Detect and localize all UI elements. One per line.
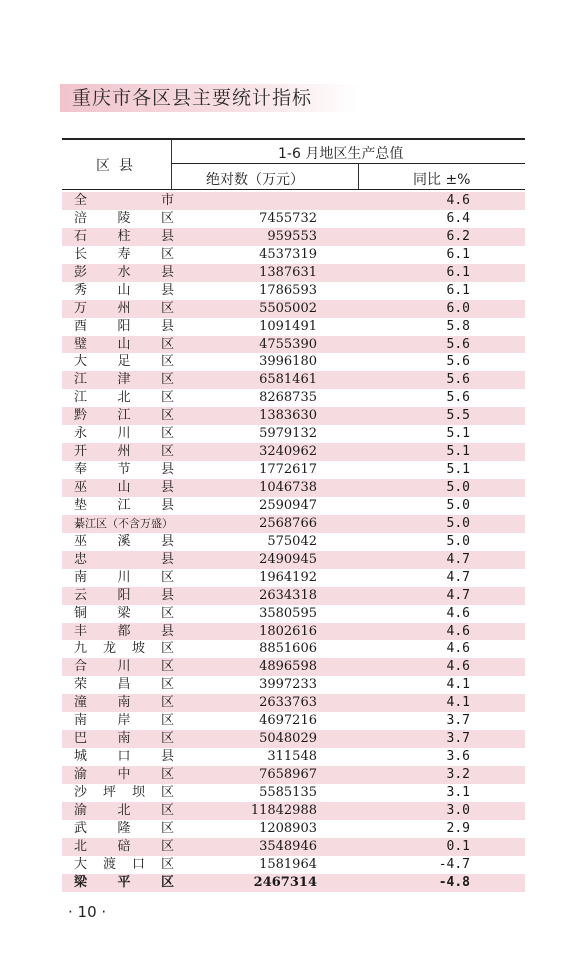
gdp-yoy-value: 4.6	[446, 641, 470, 657]
district-name: 彭 水 县	[74, 264, 174, 280]
gdp-yoy-value: 4.6	[446, 659, 470, 675]
table-row	[62, 533, 525, 551]
gdp-yoy-value: 4.6	[446, 193, 470, 208]
district-name: 忠 县	[74, 551, 174, 567]
table-row	[62, 730, 525, 748]
table-row	[62, 658, 525, 676]
district-name: 大 足 区	[74, 354, 174, 370]
gdp-absolute-value: 1581964	[259, 856, 317, 872]
district-name: 永 川 区	[74, 426, 174, 442]
gdp-yoy-value: 3.2	[446, 767, 470, 782]
gdp-absolute-value: 5979132	[259, 426, 317, 442]
gdp-absolute-value: 5048029	[259, 731, 317, 747]
gdp-absolute-value: 4697216	[259, 713, 317, 729]
table-row	[62, 443, 525, 461]
absolute-header: 绝对数（万元）	[206, 172, 304, 188]
table-row	[62, 264, 525, 282]
gdp-yoy-value: 5.1	[446, 426, 470, 442]
gdp-yoy-value: 6.1	[446, 264, 470, 280]
gdp-absolute-value: 959553	[267, 228, 317, 244]
gdp-absolute-value: 575042	[267, 533, 317, 549]
gdp-absolute-value: 2467314	[253, 874, 317, 890]
gdp-absolute-value: 8268735	[259, 390, 317, 406]
gdp-absolute-value: 7455732	[259, 210, 317, 226]
gdp-absolute-value: 3548946	[259, 838, 317, 854]
gdp-yoy-value: 5.1	[446, 462, 470, 478]
table-row	[62, 640, 525, 658]
gdp-absolute-value: 1046738	[259, 480, 317, 495]
gdp-yoy-value: 3.1	[446, 784, 470, 800]
gdp-absolute-value: 4755390	[259, 336, 317, 352]
yoy-header: 同比 ±%	[413, 172, 471, 188]
gdp-yoy-value: 3.7	[446, 713, 470, 729]
gdp-yoy-value: 4.7	[446, 587, 470, 603]
district-name: 万 州 区	[74, 300, 174, 316]
gdp-yoy-value: 3.6	[446, 749, 470, 765]
gdp-absolute-value: 3996180	[259, 354, 317, 370]
district-name: 渝 北 区	[74, 802, 174, 818]
district-name: 云 阳 县	[74, 587, 174, 603]
district-name: 潼 南 区	[74, 695, 174, 711]
data-table-body	[62, 192, 525, 892]
gdp-yoy-value: -4.8	[438, 874, 470, 890]
table-row	[62, 676, 525, 694]
table-row	[62, 784, 525, 802]
table-row	[62, 497, 525, 515]
gdp-absolute-value: 3240962	[259, 444, 317, 460]
gdp-absolute-value: 11842988	[250, 802, 317, 818]
table-row	[62, 820, 525, 838]
district-name: 南 川 区	[74, 569, 174, 585]
table-row	[62, 874, 525, 892]
gdp-yoy-value: 5.8	[446, 318, 470, 334]
table-row	[62, 371, 525, 389]
table-row	[62, 282, 525, 300]
gdp-absolute-value: 1802616	[259, 623, 317, 639]
district-name: 合 川 区	[74, 659, 174, 675]
gdp-yoy-value: 5.6	[446, 372, 470, 388]
district-name: 璧 山 区	[74, 336, 174, 352]
table-row	[62, 802, 525, 820]
gdp-absolute-value: 1091491	[259, 318, 317, 334]
gdp-absolute-value: 1208903	[259, 820, 317, 836]
district-name: 奉 节 县	[74, 462, 174, 478]
gdp-absolute-value: 1383630	[259, 408, 317, 424]
gdp-absolute-value: 2634318	[259, 587, 317, 603]
gdp-yoy-value: 4.1	[446, 695, 470, 711]
gdp-absolute-value: 1772617	[259, 462, 317, 478]
gdp-absolute-value: 2590947	[259, 497, 317, 513]
district-name: 南 岸 区	[74, 713, 174, 729]
gdp-absolute-value: 1786593	[259, 282, 317, 298]
gdp-absolute-value: 5585135	[259, 784, 317, 800]
table-row	[62, 228, 525, 246]
district-name: 涪 陵 区	[74, 210, 174, 226]
district-name: 大 渡 口 区	[74, 856, 174, 872]
district-name: 梁 平 区	[74, 874, 174, 890]
gdp-absolute-value: 2633763	[259, 695, 317, 711]
gdp-yoy-value: 5.0	[446, 533, 470, 549]
gdp-absolute-value: 311548	[267, 749, 317, 765]
table-row	[62, 407, 525, 425]
gdp-yoy-value: 4.1	[446, 677, 470, 693]
gdp-absolute-value: 4896598	[259, 659, 317, 675]
district-name: 巫 山 县	[74, 480, 174, 495]
district-name: 酉 阳 县	[74, 318, 174, 334]
table-row	[62, 192, 525, 210]
table-row	[62, 838, 525, 856]
table-row	[62, 479, 525, 497]
table-row	[62, 210, 525, 228]
table-row	[62, 318, 525, 336]
table-row	[62, 569, 525, 587]
district-name: 开 州 区	[74, 444, 174, 460]
district-name: 城 口 县	[74, 749, 174, 765]
district-name: 全 市	[74, 193, 174, 208]
gdp-yoy-value: 6.2	[446, 228, 470, 244]
table-top-rule	[62, 138, 525, 140]
district-name: 垫 江 县	[74, 497, 174, 513]
gdp-yoy-value: 5.5	[446, 408, 470, 424]
header-divider-1	[171, 139, 172, 189]
table-row	[62, 623, 525, 641]
district-name: 荣 昌 区	[74, 677, 174, 693]
table-row	[62, 766, 525, 784]
table-row	[62, 353, 525, 371]
district-name: 黔 江 区	[74, 408, 174, 424]
header-divider-2	[358, 163, 359, 189]
gdp-yoy-value: 5.1	[446, 444, 470, 460]
table-row	[62, 336, 525, 354]
gdp-yoy-value: 4.7	[446, 569, 470, 585]
gdp-yoy-value: 6.1	[446, 282, 470, 298]
district-name: 铜 梁 区	[74, 605, 174, 621]
gdp-group-header: 1-6 月地区生产总值	[278, 146, 404, 162]
table-row	[62, 605, 525, 623]
district-name: 丰 都 县	[74, 623, 174, 639]
district-name: 巴 南 区	[74, 731, 174, 747]
table-row	[62, 748, 525, 766]
table-row	[62, 551, 525, 569]
district-name: 长 寿 区	[74, 246, 174, 262]
district-name: 北 碚 区	[74, 838, 174, 854]
district-name: 江 北 区	[74, 390, 174, 406]
district-header: 区 县	[96, 158, 133, 174]
table-row	[62, 712, 525, 730]
gdp-yoy-value: 6.4	[446, 210, 470, 226]
table-row	[62, 246, 525, 264]
gdp-absolute-value: 4537319	[259, 246, 317, 262]
gdp-absolute-value: 3580595	[259, 605, 317, 621]
header-bottom-rule	[62, 189, 525, 190]
gdp-yoy-value: 0.1	[446, 838, 470, 854]
gdp-yoy-value: 5.0	[446, 515, 470, 531]
gdp-absolute-value: 1387631	[259, 264, 317, 280]
page-number: · 10 ·	[68, 903, 107, 921]
district-name: 渝 中 区	[74, 767, 174, 782]
gdp-absolute-value: 2490945	[259, 551, 317, 567]
table-row	[62, 300, 525, 318]
gdp-yoy-value: 5.6	[446, 390, 470, 406]
gdp-absolute-value: 5505002	[259, 300, 317, 316]
district-name: 秀 山 县	[74, 282, 174, 298]
table-row	[62, 425, 525, 443]
gdp-absolute-value: 6581461	[259, 372, 317, 388]
district-name: 武 隆 区	[74, 820, 174, 836]
table-row	[62, 389, 525, 407]
gdp-absolute-value: 7658967	[259, 767, 317, 782]
gdp-yoy-value: 4.7	[446, 551, 470, 567]
gdp-yoy-value: 3.7	[446, 731, 470, 747]
district-name: 沙 坪 坝 区	[74, 784, 174, 800]
gdp-yoy-value: 3.0	[446, 802, 470, 818]
gdp-yoy-value: 4.6	[446, 605, 470, 621]
table-row	[62, 515, 525, 533]
district-name: 石 柱 县	[74, 228, 174, 244]
table-row	[62, 461, 525, 479]
gdp-yoy-value: 6.1	[446, 246, 470, 262]
gdp-absolute-value: 3997233	[259, 677, 317, 693]
gdp-yoy-value: 5.6	[446, 354, 470, 370]
district-name: 綦江区（不含万盛）	[74, 516, 173, 530]
gdp-absolute-value: 2568766	[259, 515, 317, 531]
gdp-absolute-value: 8851606	[259, 641, 317, 657]
gdp-yoy-value: 2.9	[446, 820, 470, 836]
page-title: 重庆市各区县主要统计指标	[72, 87, 313, 109]
district-name: 巫 溪 县	[74, 533, 174, 549]
table-row	[62, 587, 525, 605]
table-row	[62, 694, 525, 712]
header-mid-rule	[171, 163, 525, 164]
gdp-yoy-value: 5.0	[446, 480, 470, 495]
district-name: 九 龙 坡 区	[74, 641, 174, 657]
gdp-yoy-value: 6.0	[446, 300, 470, 316]
gdp-yoy-value: -4.7	[438, 856, 470, 872]
gdp-yoy-value: 5.0	[446, 497, 470, 513]
district-name: 江 津 区	[74, 372, 174, 388]
gdp-yoy-value: 5.6	[446, 336, 470, 352]
gdp-yoy-value: 4.6	[446, 623, 470, 639]
table-row	[62, 856, 525, 874]
gdp-absolute-value: 1964192	[259, 569, 317, 585]
